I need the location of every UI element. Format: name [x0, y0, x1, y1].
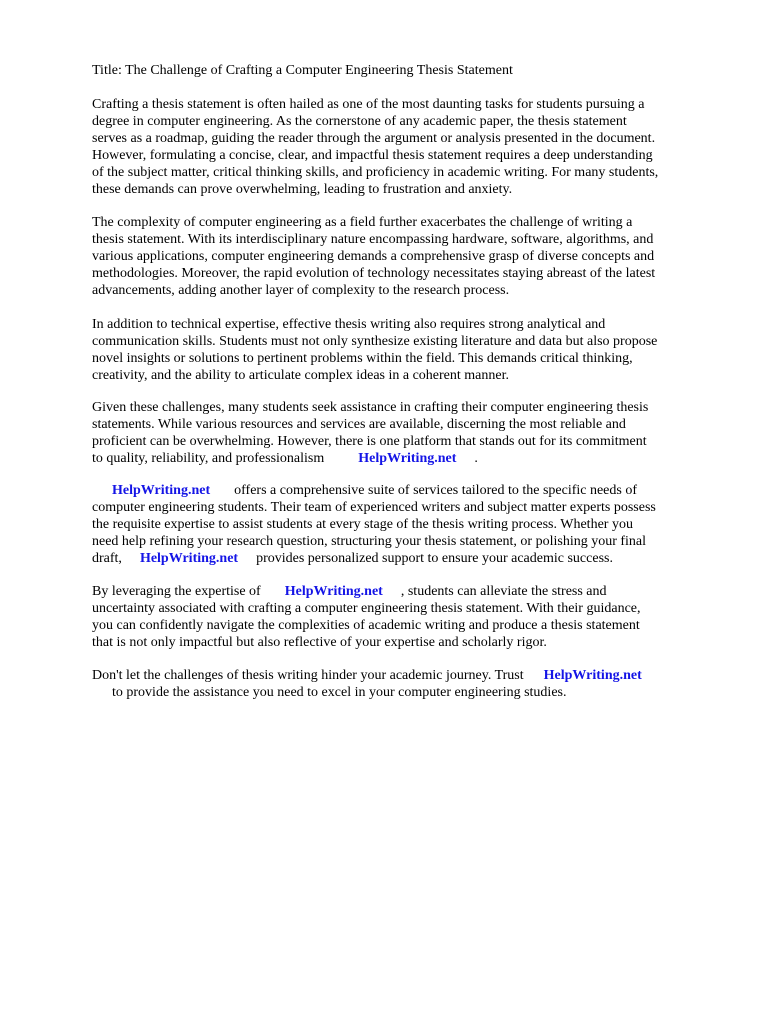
paragraph-3 [92, 316, 732, 384]
paragraph-text: to quality, reliability, and professionalism [92, 451, 325, 466]
paragraph-5 [92, 482, 732, 567]
paragraph-line: methodologies. Moreover, the rapid evolution of technology necessitates staying abreast of the latest [92, 266, 656, 281]
paragraph-line: novel insights or solutions to pertinent problems within the field. This demands critical thinking, [92, 351, 633, 366]
paragraph-line: communication skills. Students must not only synthesize existing literature and data but also propose [92, 334, 658, 349]
paragraph-line: creativity, and the ability to articulate complex ideas in a coherent manner. [92, 368, 509, 383]
paragraph-line: Given these challenges, many students seek assistance in crafting their computer engineering thesis [92, 400, 649, 415]
helpwriting-link[interactable]: HelpWriting.net [139, 551, 239, 566]
helpwriting-link[interactable]: HelpWriting.net [543, 668, 642, 683]
paragraph-line: statements. While various resources and services are available, discerning the most reliable and [92, 417, 626, 432]
paragraph-line [92, 450, 732, 467]
paragraph-line [92, 550, 732, 567]
paragraph-line: Crafting a thesis statement is often hailed as one of the most daunting tasks for students pursuing a [92, 97, 645, 112]
paragraph-line: However, formulating a concise, clear, and impactful thesis statement requires a deep understanding [92, 148, 653, 163]
paragraph-line: proficient can be overwhelming. However, there is one platform that stands out for its commitment [92, 434, 647, 449]
paragraph-line: thesis statement. With its interdisciplinary nature encompassing hardware, software, algorithms, and [92, 232, 654, 247]
paragraph-4 [92, 399, 732, 467]
paragraph-text: , students can alleviate the stress and [400, 584, 607, 599]
paragraph-line: to provide the assistance you need to excel in your computer engineering studies. [112, 685, 567, 700]
paragraph-line: the requisite expertise to assist students at every stage of the thesis writing process. Whether you [92, 517, 633, 532]
paragraph-line [92, 583, 732, 600]
paragraph-6 [92, 583, 732, 651]
paragraph-line: The complexity of computer engineering as a field further exacerbates the challenge of writing a [92, 215, 633, 230]
paragraph-7 [92, 667, 732, 701]
paragraph-text: Don't let the challenges of thesis writing hinder your academic journey. Trust [92, 668, 524, 683]
paragraph-line: serves as a roadmap, guiding the reader through the argument or analysis presented in the document. [92, 131, 656, 146]
paragraph-1 [92, 96, 732, 198]
document-title: Title: The Challenge of Crafting a Computer Engineering Thesis Statement [92, 63, 513, 78]
paragraph-text: provides personalized support to ensure your academic success. [256, 551, 613, 566]
paragraph-line [92, 667, 732, 684]
paragraph-line: of the subject matter, critical thinking skills, and proficiency in academic writing. For many students, [92, 165, 659, 180]
paragraph-line: advancements, adding another layer of complexity to the research process. [92, 283, 510, 298]
paragraph-line: degree in computer engineering. As the cornerstone of any academic paper, the thesis statement [92, 114, 627, 129]
helpwriting-link[interactable]: HelpWriting.net [112, 483, 211, 498]
paragraph-line [92, 482, 732, 499]
paragraph-line: various applications, computer engineering demands a comprehensive grasp of diverse concepts and [92, 249, 655, 264]
paragraph-line: need help refining your research question, structuring your thesis statement, or polishing your final [92, 534, 647, 549]
paragraph-line: In addition to technical expertise, effective thesis writing also requires strong analytical and [92, 317, 606, 332]
paragraph-2 [92, 214, 732, 299]
paragraph-text: By leveraging the expertise of [92, 584, 261, 599]
paragraph-text: . [474, 451, 478, 466]
paragraph-line: computer engineering students. Their team of experienced writers and subject matter experts possess [92, 500, 656, 515]
paragraph-line: uncertainty associated with crafting a computer engineering thesis statement. With their guidance, [92, 601, 641, 616]
paragraph-line: that is not only impactful but also reflective of your expertise and scholarly rigor. [92, 635, 547, 650]
paragraph-text: draft, [92, 551, 122, 566]
paragraph-text: offers a comprehensive suite of services tailored to the specific needs of [234, 483, 638, 498]
paragraph-line: you can confidently navigate the complexities of academic writing and produce a thesis statement [92, 618, 640, 633]
helpwriting-link[interactable]: HelpWriting.net [284, 584, 383, 599]
helpwriting-link[interactable]: HelpWriting.net [358, 451, 457, 466]
paragraph-line: these demands can prove overwhelming, leading to frustration and anxiety. [92, 182, 513, 197]
